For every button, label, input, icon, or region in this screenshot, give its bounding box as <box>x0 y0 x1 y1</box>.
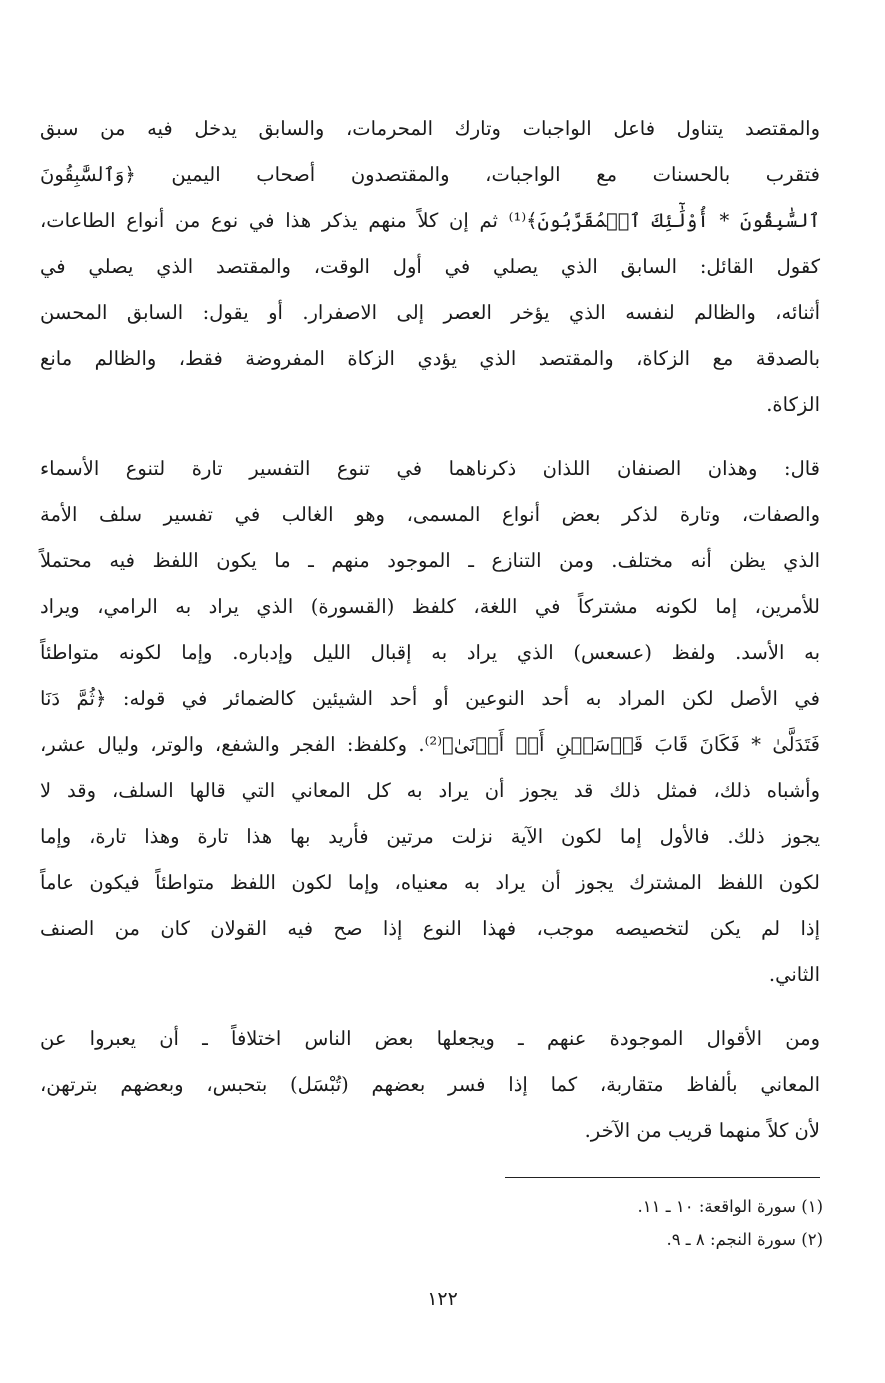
text-line: كقول القائل: السابق الذي يصلي في أول الوقت، والمقتصد الذي يصلي في <box>40 255 820 278</box>
text-line: يجوز ذلك. فالأول إما لكون الآية نزلت مرتين فأريد بها هذا تارة وهذا تارة، وإما <box>40 825 820 848</box>
text-line: فَتَدَلَّىٰ * فَكَانَ قَابَ قَوۡسَيۡنِ أَوۡ أَدۡنَىٰ﴾⁽²⁾. وكلفظ: الفجر والشفع، والوتر، وليال عشر، <box>40 733 820 756</box>
text-line: المعاني بألفاظ متقاربة، كما إذا فسر بعضهم (تُبْسَل) بتحبس، وبعضهم بترتهن، <box>40 1073 820 1096</box>
paragraph-2 <box>40 446 820 998</box>
footnote-1: (١) سورة الواقعة: ١٠ ـ ١١. <box>637 1197 823 1216</box>
text-line: به الأسد. ولفظ (عسعس) الذي يراد به إقبال الليل وإدباره. وإما لكونه متواطئاً <box>40 641 820 664</box>
text-line: الزكاة. <box>766 393 820 416</box>
text-line: بالصدقة مع الزكاة، والمقتصد الذي يؤدي الزكاة المفروضة فقط، والظالم مانع <box>40 347 820 370</box>
text-line: للأمرين، إما لكونه مشتركاً في اللغة، كلفظ (القسورة) الذي يراد به الرامي، ويراد <box>40 595 820 618</box>
page-number: ١٢٢ <box>427 1288 458 1310</box>
text-line: في الأصل لكن المراد به أحد النوعين أو أحد الشيئين كالضمائر في قوله: ﴿ثُمَّ دَنَا <box>40 687 820 710</box>
text-line: ومن الأقوال الموجودة عنهم ـ ويجعلها بعض الناس اختلافاً ـ أن يعبروا عن <box>40 1027 820 1050</box>
footnote-2: (٢) سورة النجم: ٨ ـ ٩. <box>666 1230 823 1249</box>
text-line: والصفات، وتارة لذكر بعض أنواع المسمى، وهو الغالب في تفسير سلف الأمة <box>40 503 820 526</box>
text-line: قال: وهذان الصنفان اللذان ذكرناهما في تنوع التفسير تارة لتنوع الأسماء <box>40 457 820 480</box>
text-line: لأن كلاً منهما قريب من الآخر. <box>584 1119 820 1142</box>
paragraph-3 <box>40 1016 820 1154</box>
text-line: ٱلسَّٰبِقُونَ * أُوْلَٰٓئِكَ ٱلۡمُقَرَّبُونَ﴾⁽¹⁾ ثم إن كلاً منهم يذكر هذا في نوع من أنواع الطاعات، <box>40 209 821 232</box>
footnotes <box>423 1190 823 1256</box>
text-line: الثاني. <box>768 963 820 986</box>
text-line: إذا لم يكن لتخصيصه موجب، فهذا النوع إذا صح فيه القولان كان من الصنف <box>40 917 820 940</box>
text-line: الذي يظن أنه مختلف. ومن التنازع ـ الموجود منهم ـ ما يكون اللفظ فيه محتملاً <box>40 549 820 572</box>
footnote-divider <box>505 1177 820 1178</box>
text-line: فتقرب بالحسنات مع الواجبات، والمقتصدون أصحاب اليمين ﴿وَٱلسَّٰبِقُونَ <box>40 163 820 186</box>
text-line: أثنائه، والظالم لنفسه الذي يؤخر العصر إلى الاصفرار. أو يقول: السابق المحسن <box>40 301 820 324</box>
text-line: والمقتصد يتناول فاعل الواجبات وتارك المحرمات، والسابق يدخل فيه من سبق <box>40 117 820 140</box>
paragraph-1 <box>40 106 820 428</box>
text-line: لكون اللفظ المشترك يجوز أن يراد به معنياه، وإما لكون اللفظ متواطئاً فيكون عاماً <box>40 871 820 894</box>
text-line: وأشباه ذلك، فمثل ذلك قد يجوز أن يراد به كل المعاني التي قالها السلف، وقد لا <box>40 779 820 802</box>
main-text <box>40 106 820 1154</box>
